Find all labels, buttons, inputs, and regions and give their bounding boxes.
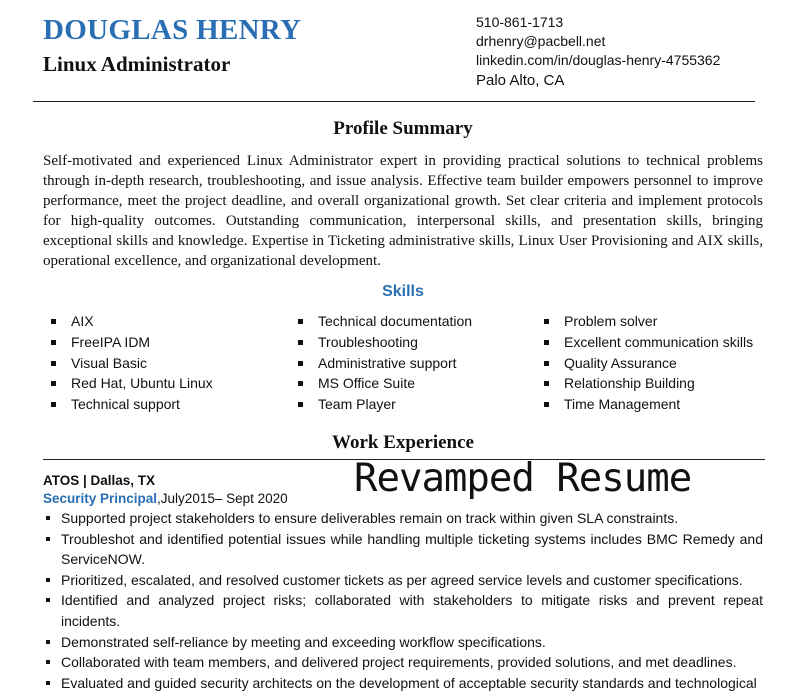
work-experience-heading: Work Experience bbox=[332, 432, 474, 453]
skills-column-3 bbox=[540, 311, 753, 415]
job-title: Linux Administrator bbox=[43, 52, 231, 76]
experience-bullet: Demonstrated self-reliance by meeting and exceeding workflow specifications. bbox=[43, 632, 763, 653]
contact-block bbox=[476, 13, 720, 90]
email-address: drhenry@pacbell.net bbox=[476, 33, 606, 49]
position-title: Security Principal bbox=[43, 491, 158, 506]
skill-item: MS Office Suite bbox=[294, 373, 472, 394]
skill-item: Team Player bbox=[294, 394, 472, 415]
watermark-text: Revamped Resume bbox=[354, 456, 692, 501]
skill-item: Quality Assurance bbox=[540, 353, 753, 374]
experience-bullets bbox=[43, 508, 763, 693]
skill-item: Problem solver bbox=[540, 311, 753, 332]
phone-number: 510-861-1713 bbox=[476, 14, 564, 30]
profile-summary-text: Self-motivated and experienced Linux Administrator expert in providing practical solutions to technical problems through in-depth research, troubleshooting, and issue analysis. Effective team builder empowers personnel to improve performance, meet the project deadline, and overall organizational growth. Set clear criteria and implement protocols for high-quality outcomes. Outstanding communication, interpersonal skills, and presentation skills, bringing exceptional skills and knowledge. Expertise in Ticketing administrative skills, Linux User Provisioning and AIX skills, operational excellence, and organizational development. bbox=[43, 153, 763, 269]
skill-item: Technical documentation bbox=[294, 311, 472, 332]
skill-item: Time Management bbox=[540, 394, 753, 415]
skills-column-1 bbox=[47, 311, 213, 415]
skill-item: Relationship Building bbox=[540, 373, 753, 394]
experience-bullet: Troubleshot and identified potential issues while handling multiple ticketing systems includes BMC Remedy and ServiceNOW. bbox=[43, 529, 763, 570]
skill-item: Troubleshooting bbox=[294, 332, 472, 353]
experience-bullet: Collaborated with team members, and delivered project requirements, provided solutions, and met deadlines. bbox=[43, 652, 763, 673]
experience-bullet: Prioritized, escalated, and resolved customer tickets as per agreed service levels and customer specifications. bbox=[43, 570, 763, 591]
experience-bullet: Supported project stakeholders to ensure deliverables remain on track within given SLA constraints. bbox=[43, 508, 763, 529]
skills-heading: Skills bbox=[382, 283, 424, 300]
skill-item: Visual Basic bbox=[47, 353, 213, 374]
candidate-name: DOUGLAS HENRY bbox=[43, 14, 302, 46]
experience-bullet: Identified and analyzed project risks; collaborated with stakeholders to mitigate risks and prevent repeat incidents. bbox=[43, 590, 763, 631]
position-line bbox=[43, 491, 288, 506]
skill-item: Technical support bbox=[47, 394, 213, 415]
skills-column-2 bbox=[294, 311, 472, 415]
skill-item: Red Hat, Ubuntu Linux bbox=[47, 373, 213, 394]
skill-item: Excellent communication skills bbox=[540, 332, 753, 353]
employer-line: ATOS | Dallas, TX bbox=[43, 473, 156, 488]
experience-bullet: Evaluated and guided security architects on the development of acceptable security standards and technological bbox=[43, 673, 763, 693]
header-divider bbox=[33, 101, 755, 102]
profile-summary-heading: Profile Summary bbox=[333, 118, 473, 139]
skill-item: Administrative support bbox=[294, 353, 472, 374]
skill-item: AIX bbox=[47, 311, 213, 332]
skill-item: FreeIPA IDM bbox=[47, 332, 213, 353]
location: Palo Alto, CA bbox=[476, 72, 565, 89]
linkedin-url: linkedin.com/in/douglas-henry-4755362 bbox=[476, 52, 721, 68]
position-dates: ,July2015– Sept 2020 bbox=[157, 491, 288, 506]
